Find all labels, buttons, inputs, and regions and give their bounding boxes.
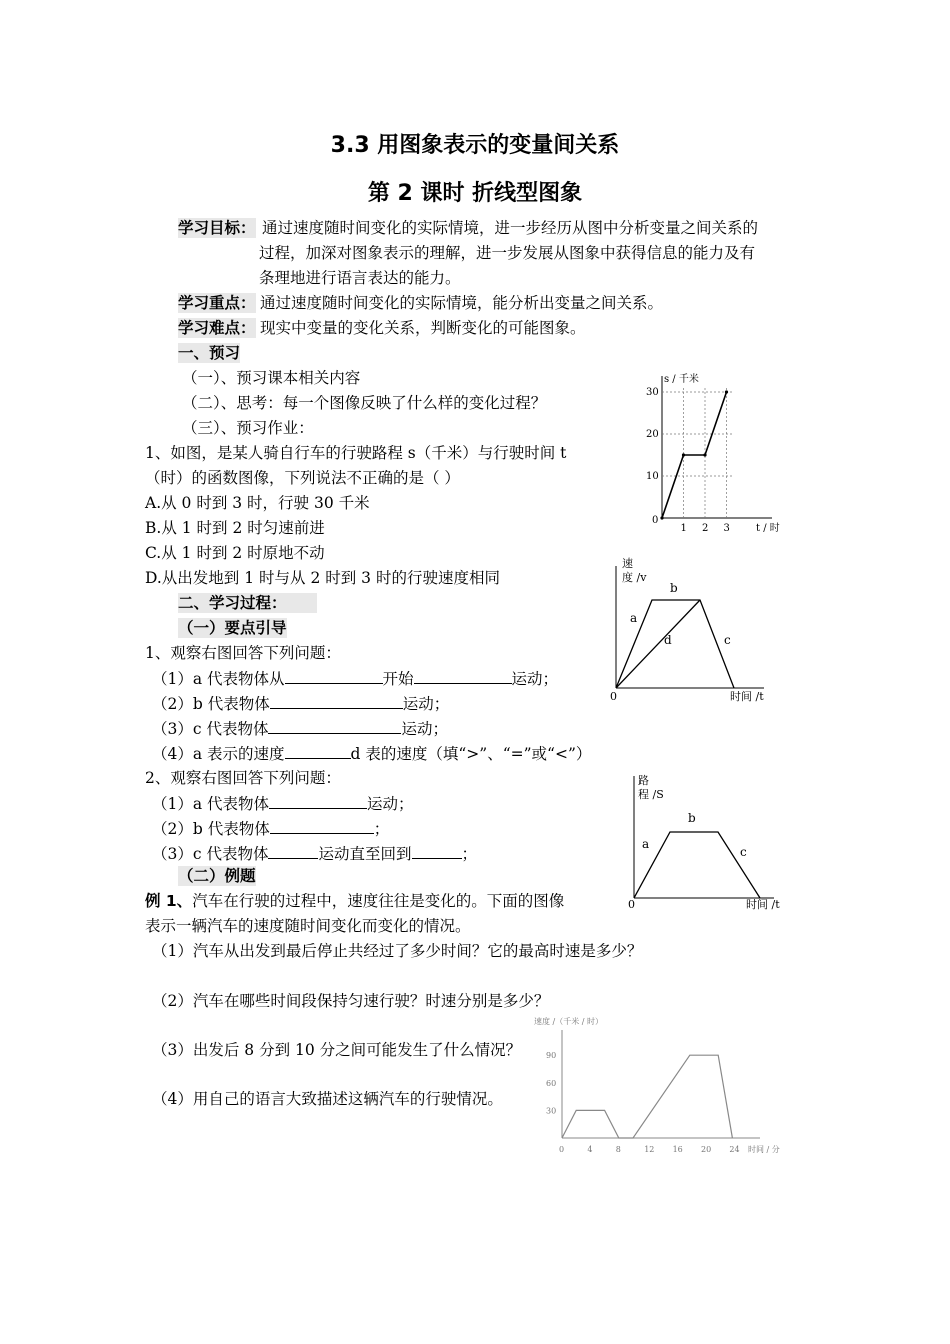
graph-velocity <box>604 554 784 702</box>
blank[interactable] <box>268 718 401 734</box>
segment-d <box>616 600 700 688</box>
g1-xlabel: t / 时 <box>756 523 780 534</box>
blank[interactable] <box>285 668 383 684</box>
difficulty-label: 学习难点： <box>178 319 256 337</box>
goals-line-1: 通过速度随时间变化的实际情境，进一步经历从图中分析变量之间关系的 <box>262 219 759 237</box>
g4-ylabel: 速度 /（千米 / 时） <box>534 1017 604 1026</box>
g4-ytick: 90 <box>546 1051 557 1061</box>
preview-q1-line-1: 1、如图，是某人骑自行车的行驶路程 s（千米）与行驶时间 t <box>145 444 567 462</box>
g2-ylabel-1: 速 <box>622 557 633 570</box>
g2-ylabel-2: 度 /v <box>622 571 647 584</box>
goals-line-3: 条理地进行语言表达的能力。 <box>259 269 461 287</box>
preview-item-2: （二）、思考：每一个图像反映了什么样的变化过程？ <box>182 394 547 412</box>
page-title: 3.3 用图象表示的变量间关系 <box>330 133 620 158</box>
blank[interactable] <box>414 668 512 684</box>
q1-line-1: （1）a 代表物体从 开始 运动； <box>152 670 559 688</box>
g4-xtick: 20 <box>701 1145 712 1154</box>
data-point <box>682 453 685 456</box>
g3-ylabel-2: 程 /S <box>638 788 664 801</box>
preview-item-3: （三）、预习作业： <box>182 419 314 437</box>
example-q4: （4）用自己的语言大致描述这辆汽车的行驶情况。 <box>152 1090 503 1108</box>
data-point <box>703 453 706 456</box>
blank[interactable] <box>285 743 351 759</box>
process-sub2: （二）例题 <box>178 867 256 885</box>
g4-xtick: 0 <box>559 1145 565 1154</box>
graph-distance <box>624 766 788 914</box>
g3-xlabel: 时间 /t <box>746 898 780 911</box>
blank[interactable] <box>269 793 367 809</box>
preview-item-1: （一）、预习课本相关内容 <box>182 369 361 387</box>
key-text: 通过速度随时间变化的实际情境，能分析出变量之间关系。 <box>260 294 664 312</box>
g3-label-b: b <box>688 811 696 825</box>
q1-line-2: （2）b 代表物体 运动； <box>152 695 450 713</box>
option-b: B.从 1 时到 2 时匀速前进 <box>145 519 325 537</box>
g2-label-c: c <box>724 633 731 647</box>
g4-xtick: 4 <box>587 1145 593 1154</box>
option-c: C.从 1 时到 2 时原地不动 <box>145 544 325 562</box>
g3-label-a: a <box>642 837 650 851</box>
g1-xtick: 2 <box>702 523 709 534</box>
g2-label-d: d <box>664 633 672 647</box>
g1-xtick: 1 <box>680 523 687 534</box>
g4-xtick: 24 <box>729 1145 740 1154</box>
page-subtitle: 第 2 课时 折线型图象 <box>367 181 583 206</box>
g2-label-b: b <box>670 581 678 595</box>
g3-ylabel-1: 路 <box>638 774 649 787</box>
g3-origin: 0 <box>628 898 635 911</box>
g4-xlabel: 时间 / 分 <box>748 1145 780 1154</box>
data-point <box>660 516 663 519</box>
q2-stem: 2、观察右图回答下列问题： <box>145 769 341 787</box>
distance-trapezoid <box>634 832 760 898</box>
key-label: 学习重点： <box>178 294 256 312</box>
g4-xtick: 16 <box>672 1145 683 1154</box>
blank[interactable] <box>268 843 318 859</box>
process-heading: 二、学习过程： <box>178 593 317 613</box>
graph-bike-distance <box>640 368 780 538</box>
g2-origin: 0 <box>610 690 617 702</box>
blank[interactable] <box>412 843 462 859</box>
example-q1: （1）汽车从出发到最后停止共经过了多少时间？它的最高时速是多少？ <box>152 942 643 960</box>
blank[interactable] <box>270 693 403 709</box>
option-a: A.从 0 时到 3 时，行驶 30 千米 <box>145 494 370 512</box>
q1-stem: 1、观察右图回答下列问题： <box>145 644 341 662</box>
goals-label: 学习目标： <box>178 219 256 237</box>
q2-line-1: （1）a 代表物体 运动； <box>152 795 414 813</box>
q2-line-2: （2）b 代表物体 ； <box>152 820 390 838</box>
q1-line-3: （3）c 代表物体 运动； <box>152 720 448 738</box>
preview-heading: 一、预习 <box>178 344 241 362</box>
g1-origin: 0 <box>652 515 659 526</box>
g4-xtick: 12 <box>644 1145 655 1154</box>
process-sub1: （一）要点引导 <box>178 619 287 637</box>
q2-line-3: （3）c 代表物体 运动直至回到 ； <box>152 845 478 863</box>
option-d: D.从出发地到 1 时与从 2 时到 3 时的行驶速度相同 <box>145 569 500 587</box>
example-1-line-2: 表示一辆汽车的速度随时间变化而变化的情况。 <box>145 917 471 935</box>
q1-line-4: （4）a 表示的速度 d 表的速度（填“>”、“=”或“<”） <box>152 745 592 763</box>
g4-ytick: 30 <box>546 1106 557 1116</box>
g1-ytick: 10 <box>646 471 659 482</box>
g2-xlabel: 时间 /t <box>730 690 764 702</box>
g4-xtick: 8 <box>615 1145 621 1154</box>
blank[interactable] <box>270 818 374 834</box>
difficulty-text: 现实中变量的变化关系，判断变化的可能图象。 <box>260 319 586 337</box>
data-point <box>725 390 728 393</box>
g1-ytick: 30 <box>646 387 659 398</box>
g1-ytick: 20 <box>646 429 659 440</box>
example-q3: （3）出发后 8 分到 10 分之间可能发生了什么情况？ <box>152 1041 522 1059</box>
graph-car-speed <box>530 1012 792 1160</box>
distance-line <box>662 392 727 518</box>
example-1-line-1: 例 1、汽车在行驶的过程中，速度往往是变化的。下面的图像 <box>145 892 565 910</box>
g4-ytick: 60 <box>546 1078 557 1088</box>
speed-line <box>562 1055 732 1138</box>
g1-ylabel: s / 千米 <box>664 374 699 385</box>
example-q2: （2）汽车在哪些时间段保持匀速行驶？时速分别是多少？ <box>152 992 550 1010</box>
preview-q1-line-2: （时）的函数图像，下列说法不正确的是（ ） <box>145 469 460 487</box>
g2-label-a: a <box>630 611 638 625</box>
g3-label-c: c <box>740 845 747 859</box>
g1-xtick: 3 <box>723 523 730 534</box>
goals-line-2: 过程，加深对图象表示的理解，进一步发展从图象中获得信息的能力及有 <box>259 244 756 262</box>
